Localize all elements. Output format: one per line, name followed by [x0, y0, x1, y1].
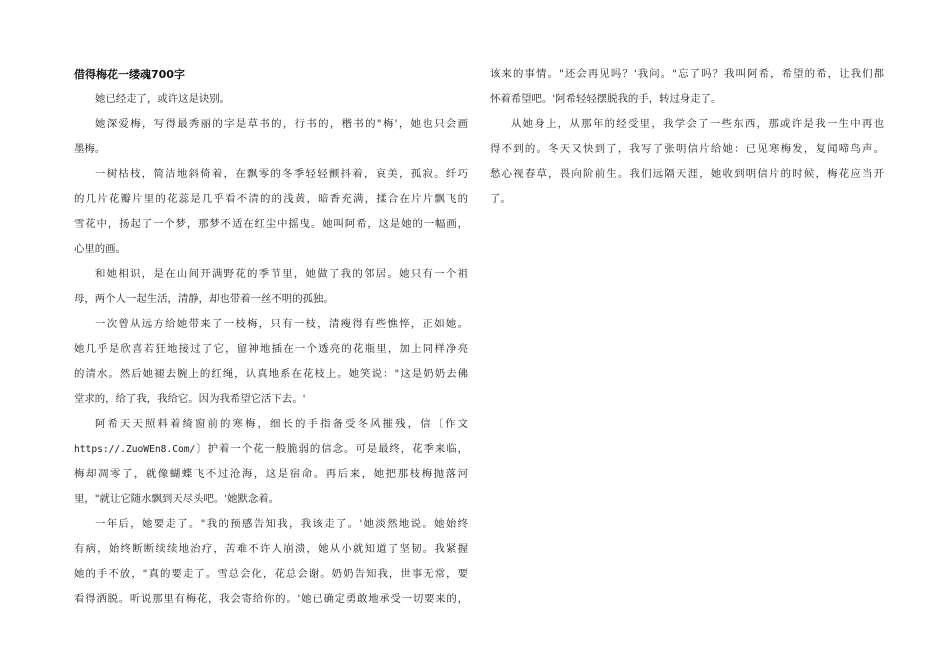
right-paragraphs — [490, 62, 884, 212]
text-line: 一年后，她要走了。"我的预感告知我，我该走了。'她淡然地说。她始终 — [95, 518, 468, 530]
text-line: 堂求的，给了我，我给它。因为我希望它活下去。' — [74, 393, 306, 405]
text-line: 愁心视春草，畏向阶前生。我们远隔天涯，她收到明信片的时候，梅花应当开 — [490, 168, 884, 180]
text-line: 有病，始终断断续续地治疗，苦难不许人崩溃，她从小就知道了坚韧。我紧握 — [74, 543, 468, 555]
text-line: 从她身上，从那年的经受里，我学会了一些东西，那或许是我一生中再也 — [511, 118, 884, 130]
text-line: 的清水。然后她褪去腕上的红绳，认真地系在花枝上。她笑说："这是奶奶去佛 — [74, 368, 468, 380]
text-line: 里，"就让它随水飘到天尽头吧。'她默念着。 — [74, 493, 280, 505]
left-paragraphs — [74, 87, 468, 612]
text-line: 得不到的。冬天又快到了，我写了张明信片给她：已见寒梅发，复闻啼鸟声。 — [490, 143, 884, 155]
text-line: 她几乎是欣喜若狂地接过了它，留神地插在一个透亮的花瓶里，加上同样净亮 — [74, 343, 468, 355]
text-line: 她的手不放，"真的要走了。雪总会化，花总会谢。奶奶告知我，世事无常，要 — [74, 568, 468, 580]
text-line: 雪花中，扬起了一个梦，那梦不适在红尘中摇曳。她叫阿希，这是她的一幅画， — [74, 218, 468, 230]
url-text: https://.ZuoWEn8.Com/ — [74, 444, 196, 455]
right-column — [490, 62, 884, 212]
text-line: 该来的事情。"还会再见吗？'我问。"忘了吗？我叫阿希，希望的希，让我们都 — [490, 68, 884, 80]
document-title: 借得梅花一缕魂700字 — [74, 68, 185, 81]
text-line: 怀着希望吧。'阿希轻轻摆脱我的手，转过身走了。 — [490, 93, 722, 105]
text-line: 梅却凋零了，就像蝴蝶飞不过沧海，这是宿命。再后来，她把那枝梅抛落河 — [74, 468, 468, 480]
text-line: 一树枯枝，简洁地斜倚着，在飘零的冬季轻轻颤抖着，哀美，孤寂。纤巧 — [95, 168, 468, 180]
left-column — [74, 62, 468, 612]
text-line: 看得洒脱。听说那里有梅花，我会寄给你的。'她已确定勇敢地承受一切要来的， — [74, 593, 468, 605]
line-text: 〕护着一个花一般脆弱的信念。可是最终，花季来临， — [195, 443, 468, 455]
text-line: 和她相识，是在山间开满野花的季节里，她做了我的邻居。她只有一个祖 — [95, 268, 468, 280]
text-line: 的几片花瓣片里的花蕊是几乎看不清的的浅黄，暗香充满，揉合在片片飘飞的 — [74, 193, 468, 205]
text-line: 了。 — [490, 193, 511, 205]
text-line: 心里的画。 — [74, 243, 126, 255]
text-line: 她深爱梅，写得最秀丽的字是草书的，行书的，楷书的"梅'，她也只会画 — [95, 118, 468, 130]
text-line: 墨梅。 — [74, 143, 106, 155]
text-line: 母，两个人一起生活，清静，却也带着一丝不明的孤独。 — [74, 293, 334, 305]
text-line: 一次曾从远方给她带来了一枝梅，只有一枝，清瘦得有些憔悴，正如她。 — [95, 318, 468, 330]
text-line: 阿希天天照料着绮窗前的寒梅，细长的手指备受冬风摧残，信〔作文 — [95, 418, 468, 430]
text-line: 她已经走了，或许这是诀别。 — [95, 93, 231, 105]
text-line — [74, 437, 468, 462]
